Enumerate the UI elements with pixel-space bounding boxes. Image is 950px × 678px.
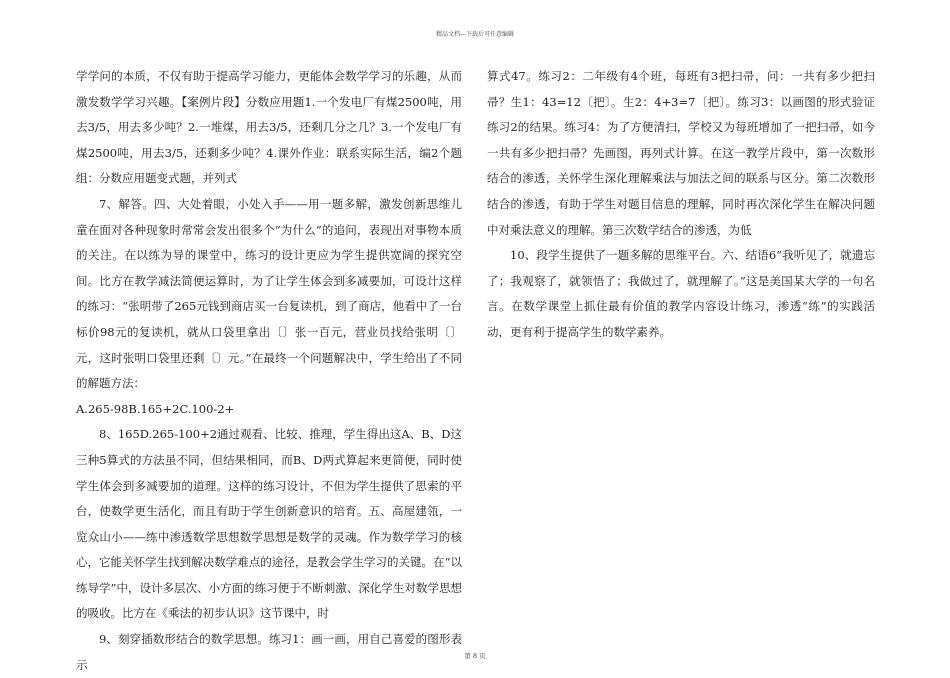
left-column: [76, 64, 462, 678]
paragraph: 8、165D.265-100+2通过观看、比较、推理，学生得出这A、B、D这三种5算式的方法虽不同，但结果相同，而B、D两式算起来更简便，同时使学生体会到多减要加的道理。这样的练习设计，不但为学生提供了思索的平台，使数学更生活化，而且有助于学生创新意识的培育。五、高屋建瓴，一览众山小——练中渗透数学思想数学思想是数学的灵魂。作为数学学习的核心，它能关怀学生找到解决数学难点的途径，是教会学生学习的关键。在“以练导学”中，设计多层次、小方面的练习便于不断刺激、深化学生对数学思想的吸收。比方在《乘法的初步认识》这节课中，时: [76, 427, 462, 621]
paragraph: A.265-98B.165+2C.100-2+: [76, 401, 235, 416]
paragraph: 7、解答。四、大处着眼，小处入手——用一题多解，激发创新思维儿童在面对各种现象时常常会发出很多个“为什么”的追问，表现出对事物本质的关注。在以练为导的课堂中，练习的设计更应为学生提供宽阔的探究空间。比方在教学减法简便运算时，为了让学生体会到多减要加，可设计这样的练习：“张明带了265元钱到商店买一台复读机，到了商店，他看中了一台标价98元的复读机，就从口袋里拿出〔〕张一百元，营业员找给张明〔〕元，这时张明口袋里还剩〔〕元。”在最终一个问题解决中，学生给出了不同的解题方法：: [76, 196, 462, 391]
page-number: 第 8 页: [464, 652, 486, 660]
page-header: 精品文档---下载后可任意编辑: [435, 31, 515, 38]
paragraph: 学学问的本质，不仅有助于提高学习能力，更能体会数学学习的乐趣，从而激发数学学习兴趣。【案例片段】分数应用题1.一个发电厂有煤2500吨，用去3/5，用去多少吨？2.一堆煤，用去3/5，还剩几分之几？3.一个发电厂有煤2500吨，用去3/5，还剩多少吨？4.课外作业：联系实际生活，编2个题组：分数应用题变式题，并列式: [76, 69, 462, 186]
paragraph: 算式47。练习2：二年级有4个班，每班有3把扫帚，问：一共有多少把扫帚？生1：43=12〔把〕。生2：4+3=7〔把〕。练习3：以画图的形式验证练习2的结果。练习4：为了方便清扫，学校又为每班增加了一把扫帚，如今一共有多少把扫帚？先画图，再列式计算。在这一教学片段中，第一次数形结合的渗透，关怀学生深化理解乘法与加法之间的联系与区分。第二次数形结合的渗透，有助于学生对题目信息的理解，同时再次深化学生在解决问题中对乘法意义的理解。第三次数学结合的渗透，为低: [487, 69, 875, 237]
paragraph: 10、段学生提供了一题多解的思维平台。六、结语6“我听见了，就遗忘了；我观察了，就领悟了；我做过了，就理解了。”这是美国某大学的一句名言。在数学课堂上抓住最有价值的教学内容设计练习，渗透“练”的实践活动，更有利于提高学生的数学素养。: [487, 248, 875, 339]
paragraph: 9、刻穿插数形结合的数学思想。练习1：画一画，用自己喜爱的图形表示: [76, 632, 462, 672]
right-column: [487, 64, 875, 346]
